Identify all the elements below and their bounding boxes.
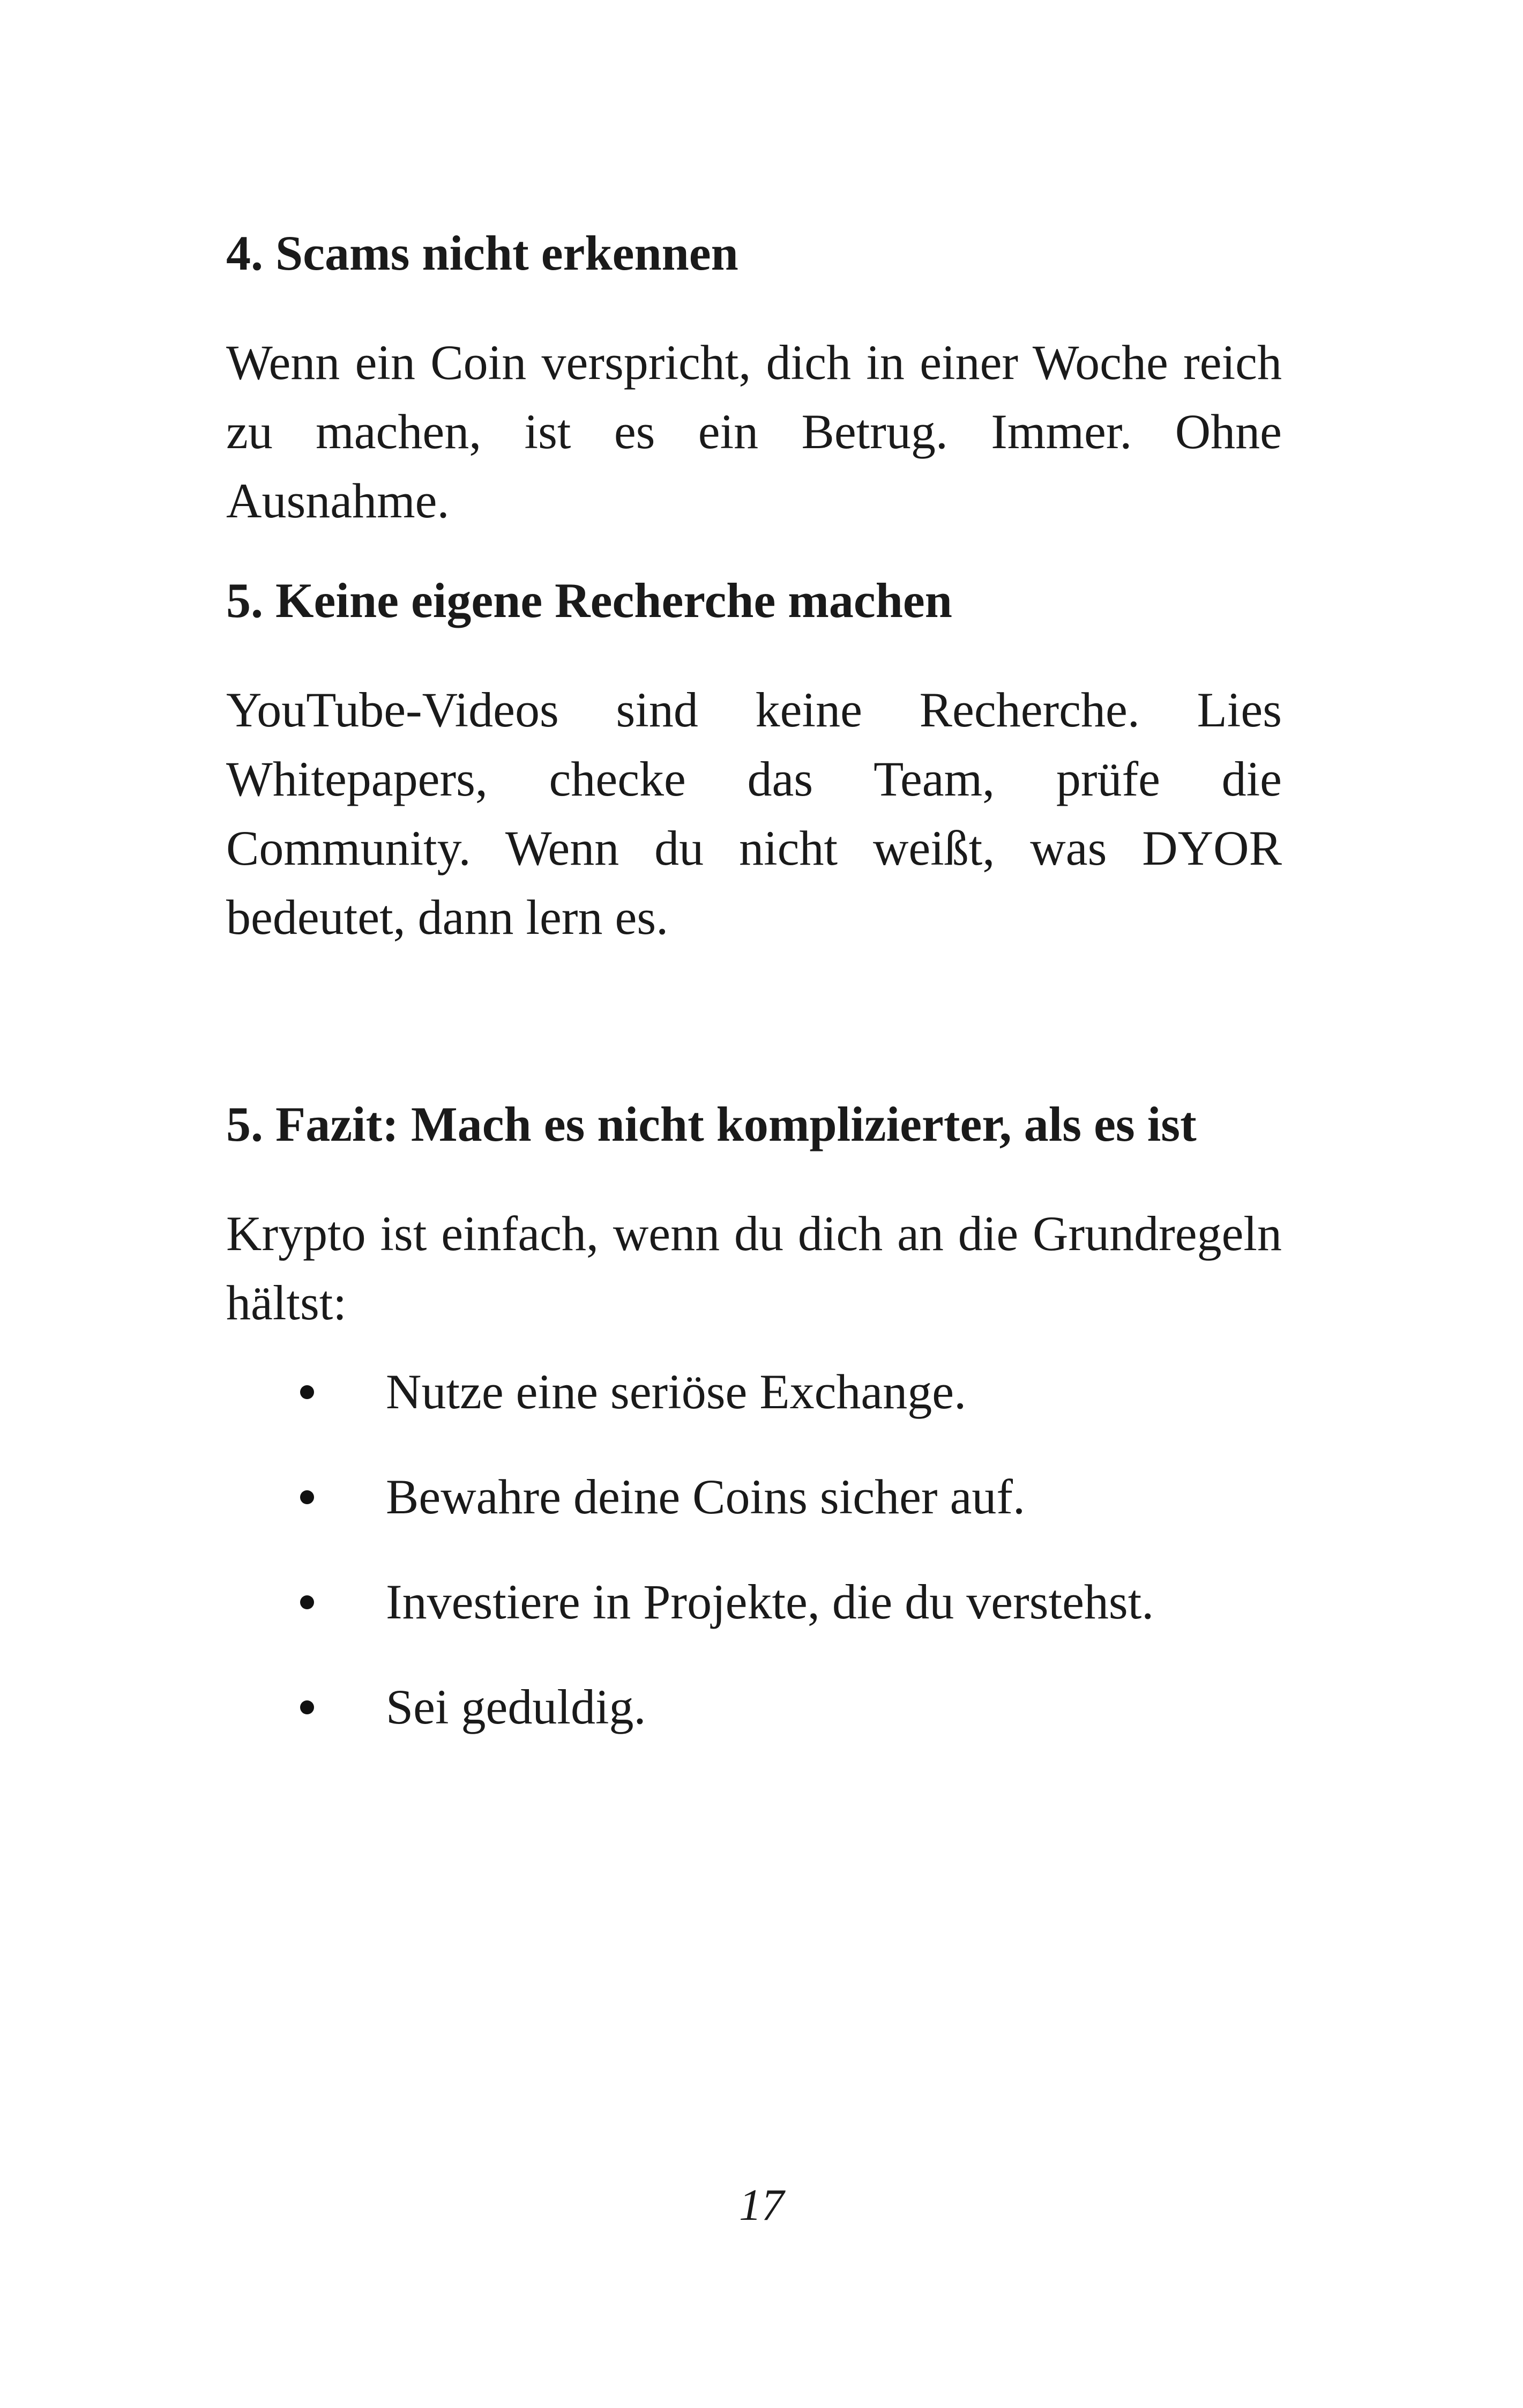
bullet-icon <box>300 1490 314 1504</box>
list-item-text: Nutze eine seriöse Exchange. <box>386 1364 967 1419</box>
section-body-scams: Wenn ein Coin verspricht, dich in einer Woche reich zu machen, ist es ein Betrug. Immer. Ohne Ausnahme. <box>226 335 1282 528</box>
list-item-text: Sei geduldig. <box>386 1679 646 1734</box>
bullet-icon <box>300 1700 314 1714</box>
page-number: 17 <box>739 2180 784 2230</box>
section-body-research: YouTube-Videos sind keine Recherche. Lies Whitepapers, checke das Team, prüfe die Community. Wenn du nicht weißt, was DYOR bedeutet, dann lern es. <box>226 682 1282 945</box>
section-heading-research: 5. Keine eigene Recherche machen <box>226 573 952 628</box>
list-item-text: Investiere in Projekte, die du verstehst. <box>386 1574 1154 1629</box>
section-heading-scams: 4. Scams nicht erkennen <box>226 226 738 280</box>
list-item-text: Bewahre deine Coins sicher auf. <box>386 1469 1026 1524</box>
section-heading-conclusion: 5. Fazit: Mach es nicht komplizierter, als es ist <box>226 1097 1197 1151</box>
bullet-icon <box>300 1385 314 1399</box>
bullet-icon <box>300 1595 314 1609</box>
section-body-conclusion: Krypto ist einfach, wenn du dich an die Grundregeln hältst: <box>226 1206 1282 1330</box>
